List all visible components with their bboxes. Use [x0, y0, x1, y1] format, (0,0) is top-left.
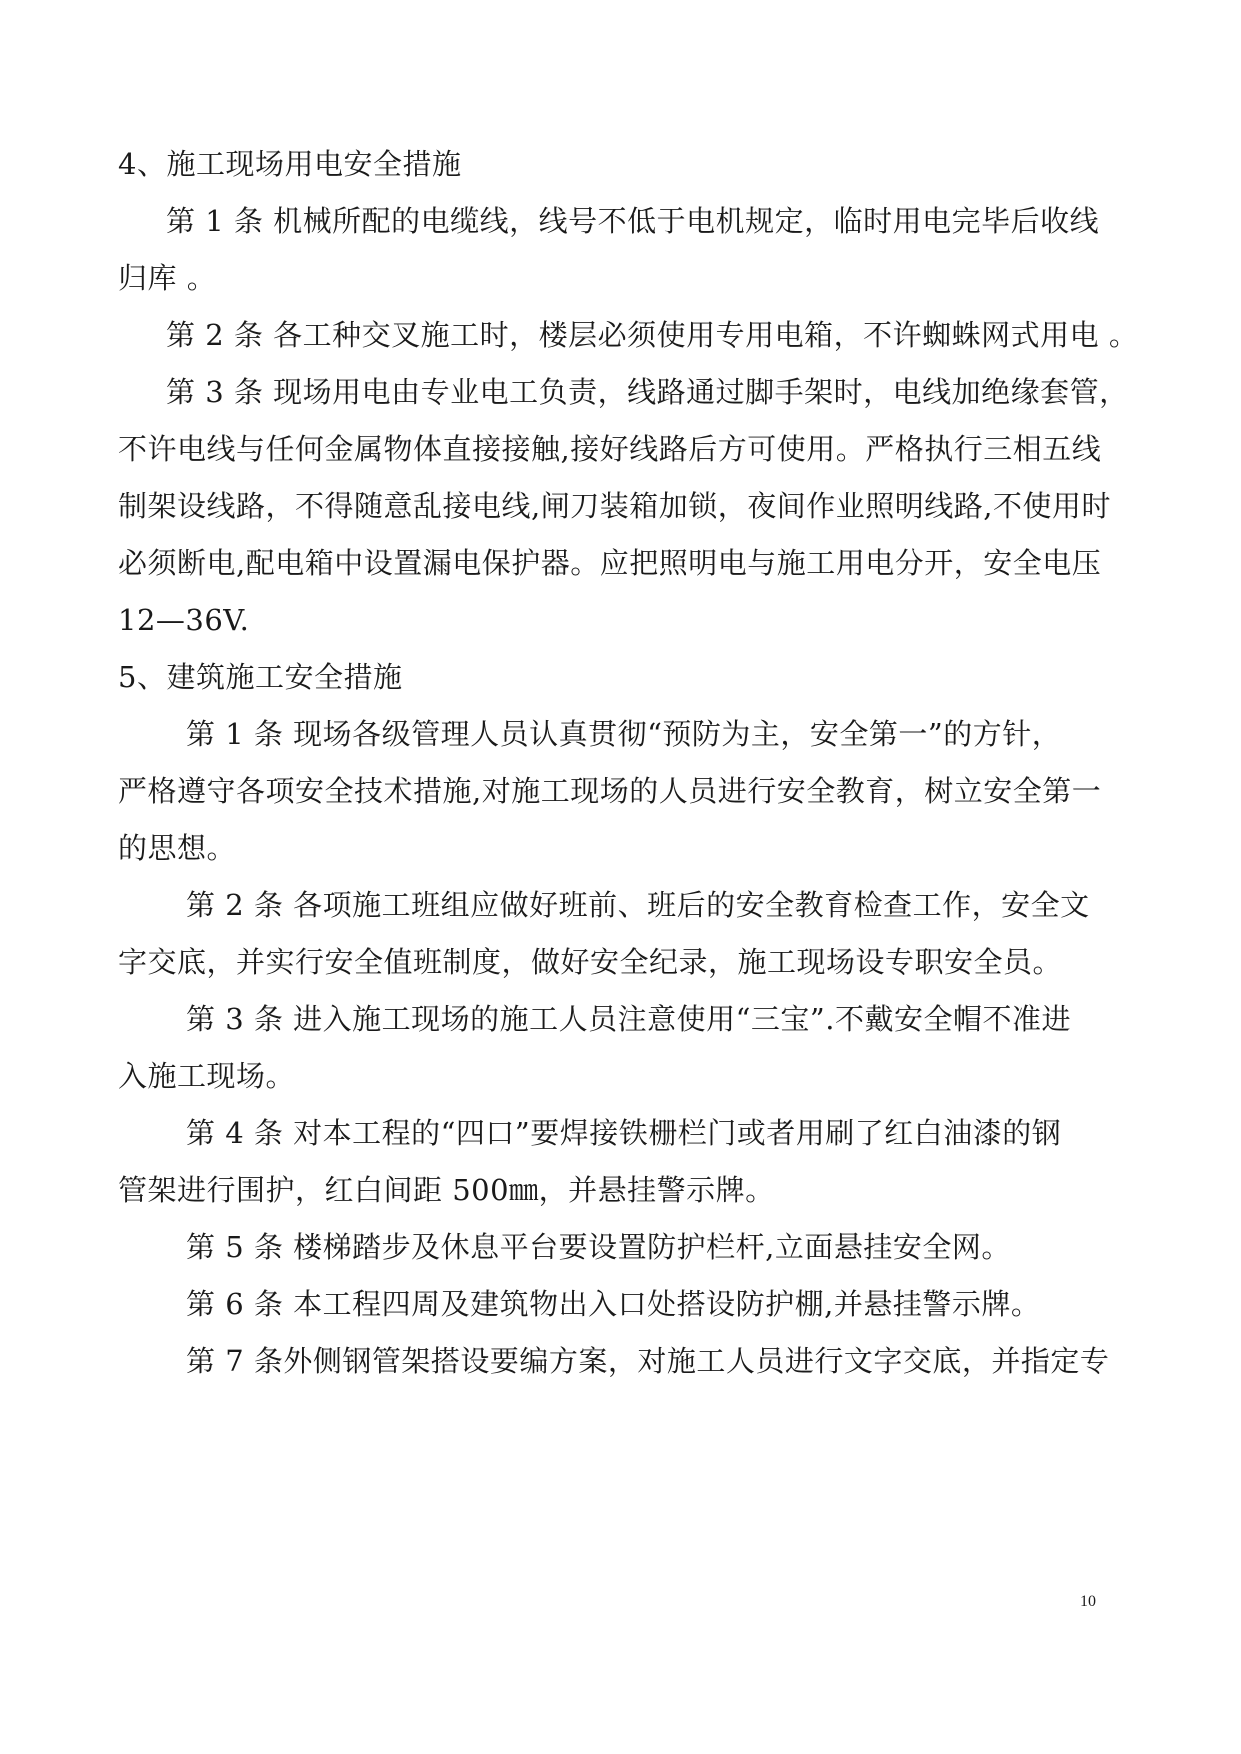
section-4-clause-1-line-2: 归库 。 [118, 261, 217, 295]
section-5-clause-1-line-1: 第 1 条 现场各级管理人员认真贯彻“预防为主，安全第一”的方针， [186, 717, 1062, 751]
section-5-clause-2-line-1: 第 2 条 各项施工班组应做好班前、班后的安全教育检查工作，安全文 [186, 888, 1090, 922]
section-4-clause-3-line-5: 12—36V. [118, 603, 250, 637]
section-4-clause-3-line-3: 制架设线路，不得随意乱接电线,闸刀装箱加锁，夜间作业照明线路,不使用时 [118, 489, 1111, 523]
section-5-clause-4-line-2: 管架进行围护，红白间距 500㎜，并悬挂警示牌。 [118, 1173, 775, 1207]
section-5-clause-7-line-1: 第 7 条外侧钢管架搭设要编方案，对施工人员进行文字交底，并指定专 [186, 1344, 1110, 1378]
section-5-clause-6-line-1: 第 6 条 本工程四周及建筑物出入口处搭设防护棚,并悬挂警示牌。 [186, 1287, 1041, 1321]
page-number: 10 [1080, 1593, 1096, 1610]
section-5-clause-5-line-1: 第 5 条 楼梯踏步及休息平台要设置防护栏杆,立面悬挂安全网。 [186, 1230, 1011, 1264]
section-4-heading: 4、施工现场用电安全措施 [118, 147, 462, 181]
section-4-clause-1-line-1: 第 1 条 机械所配的电缆线，线号不低于电机规定，临时用电完毕后收线 [166, 204, 1100, 238]
section-5-clause-4-line-1: 第 4 条 对本工程的“四口”要焊接铁栅栏门或者用刷了红白油漆的钢 [186, 1116, 1062, 1150]
section-4-clause-3-line-1: 第 3 条 现场用电由专业电工负责，线路通过脚手架时，电线加绝缘套管， [166, 375, 1129, 409]
section-5-clause-1-line-2: 严格遵守各项安全技术措施,对施工现场的人员进行安全教育，树立安全第一 [118, 774, 1102, 808]
section-5-clause-1-line-3: 的思想。 [118, 831, 237, 865]
section-4-clause-3-line-2: 不许电线与任何金属物体直接接触,接好线路后方可使用。严格执行三相五线 [118, 432, 1102, 466]
section-5-clause-2-line-2: 字交底，并实行安全值班制度，做好安全纪录，施工现场设专职安全员。 [118, 945, 1063, 979]
section-4-clause-3-line-4: 必须断电,配电箱中设置漏电保护器。应把照明电与施工用电分开，安全电压 [118, 546, 1102, 580]
section-5-heading: 5、建筑施工安全措施 [118, 660, 403, 694]
section-5-clause-3-line-2: 入施工现场。 [118, 1059, 296, 1093]
section-5-clause-3-line-1: 第 3 条 进入施工现场的施工人员注意使用“三宝”.不戴安全帽不准进 [186, 1002, 1071, 1036]
section-4-clause-2-line-1: 第 2 条 各工种交叉施工时，楼层必须使用专用电箱，不许蜘蛛网式用电 。 [166, 318, 1139, 352]
